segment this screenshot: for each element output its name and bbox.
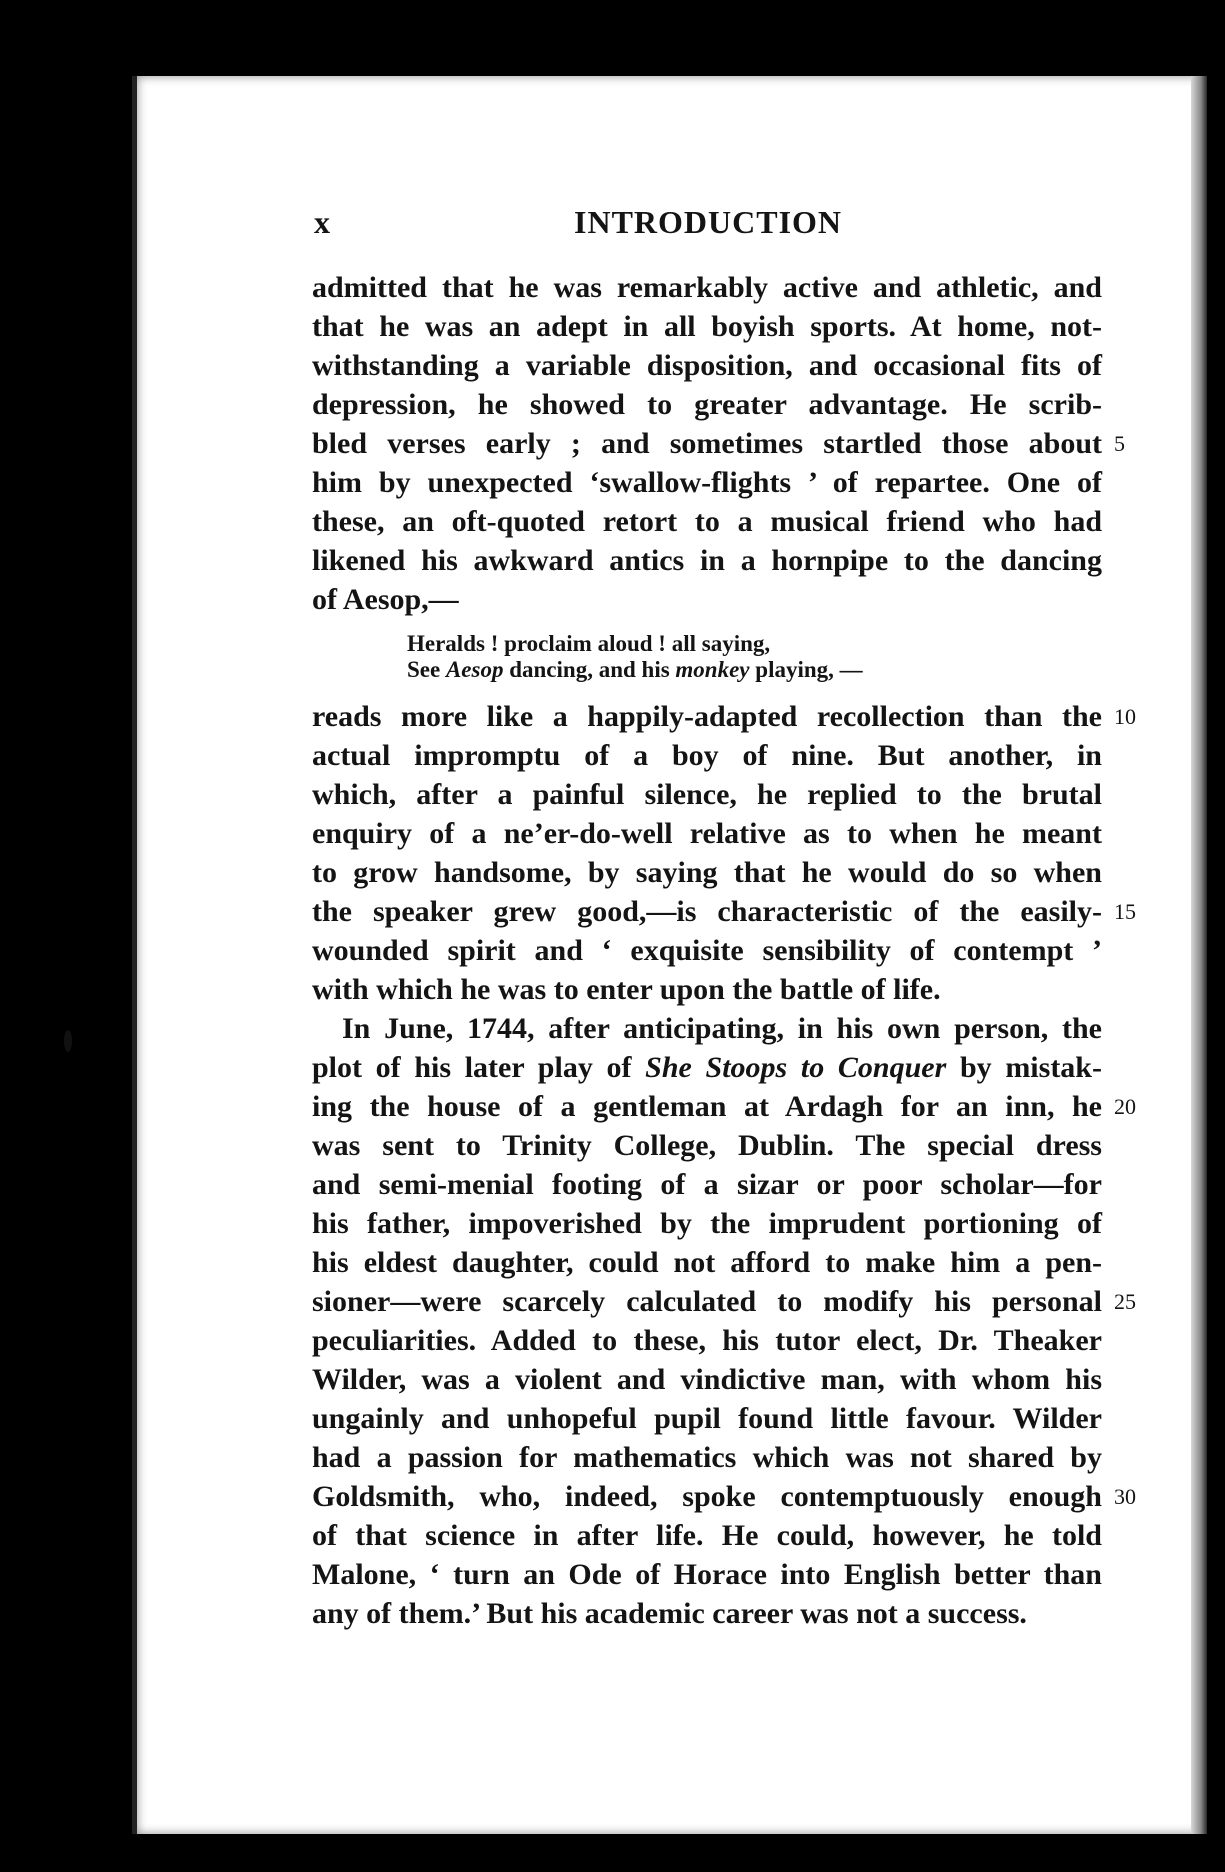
text-line: actual impromptu of a boy of nine. But another, in <box>312 739 1102 772</box>
text-line: sioner—were scarcely calculated to modify his personal 25 <box>312 1282 1102 1321</box>
text-line: In June, 1744, after anticipating, in his own person, the <box>342 1012 1102 1045</box>
text-line: the speaker grew good,—is characteristic of the easily- 15 <box>312 892 1102 931</box>
verse-line: See Aesop dancing, and his monkey playing, — <box>407 657 863 682</box>
line-number: 30 <box>1114 1484 1136 1509</box>
text-line: was sent to Trinity College, Dublin. The special dress <box>312 1129 1102 1162</box>
text-line: Wilder, was a violent and vindictive man, with whom his <box>312 1363 1102 1396</box>
line-number: 15 <box>1114 899 1136 924</box>
verse-quotation <box>407 631 1102 683</box>
page-header <box>314 204 1114 248</box>
page-edge-shadow <box>1191 76 1207 1834</box>
text-line: that he was an adept in all boyish sports. At home, not- <box>312 310 1102 343</box>
text-line: likened his awkward antics in a hornpipe to the dancing <box>312 544 1102 577</box>
text-line: him by unexpected ‘swallow-flights ’ of repartee. One of <box>312 466 1102 499</box>
scan-speck <box>64 1030 72 1052</box>
body-text <box>312 268 1136 1633</box>
text-line: ing the house of a gentleman at Ardagh for an inn, he 20 <box>312 1087 1102 1126</box>
text-line: of that science in after life. He could, however, he told <box>312 1519 1102 1552</box>
text-line: these, an oft-quoted retort to a musical friend who had <box>312 505 1102 538</box>
text-line: with which he was to enter upon the battle of life. <box>312 973 941 1006</box>
text-line: wounded spirit and ‘ exquisite sensibility of contempt ’ <box>312 934 1102 967</box>
verse-line: Heralds ! proclaim aloud ! all saying, <box>407 631 771 656</box>
text-line: any of them.’ But his academic career was not a success. <box>312 1597 1027 1630</box>
line-number: 25 <box>1114 1289 1136 1314</box>
text-line: peculiarities. Added to these, his tutor elect, Dr. Theaker <box>312 1324 1102 1357</box>
line-number: 5 <box>1114 431 1125 456</box>
text-line: his father, impoverished by the imprudent portioning of <box>312 1207 1102 1240</box>
line-number: 10 <box>1114 704 1136 729</box>
text-line: Goldsmith, who, indeed, spoke contemptuously enough 30 <box>312 1477 1102 1516</box>
line-number: 20 <box>1114 1094 1136 1119</box>
text-line: ungainly and unhopeful pupil found little favour. Wilder <box>312 1402 1102 1435</box>
text-line: reads more like a happily-adapted recollection than the 10 <box>312 697 1102 736</box>
text-line: plot of his later play of She Stoops to Conquer by mistak- <box>312 1051 1102 1084</box>
text-line: admitted that he was remarkably active and athletic, and <box>312 271 1102 304</box>
text-line: bled verses early ; and sometimes startled those about 5 <box>312 424 1102 463</box>
text-line: depression, he showed to greater advantage. He scrib- <box>312 388 1102 421</box>
text-line: Malone, ‘ turn an Ode of Horace into English better than <box>312 1558 1102 1591</box>
text-line: withstanding a variable disposition, and occasional fits of <box>312 349 1102 382</box>
text-line: enquiry of a ne’er-do-well relative as to when he meant <box>312 817 1102 850</box>
text-line: his eldest daughter, could not afford to make him a pen- <box>312 1246 1102 1279</box>
text-line: to grow handsome, by saying that he would do so when <box>312 856 1102 889</box>
folio-number: x <box>314 204 330 240</box>
running-head: INTRODUCTION <box>574 204 843 240</box>
text-line: had a passion for mathematics which was not shared by <box>312 1441 1102 1474</box>
text-line: which, after a painful silence, he replied to the brutal <box>312 778 1102 811</box>
text-line: and semi-menial footing of a sizar or poor scholar—for <box>312 1168 1102 1201</box>
text-line: of Aesop,— <box>312 583 459 616</box>
